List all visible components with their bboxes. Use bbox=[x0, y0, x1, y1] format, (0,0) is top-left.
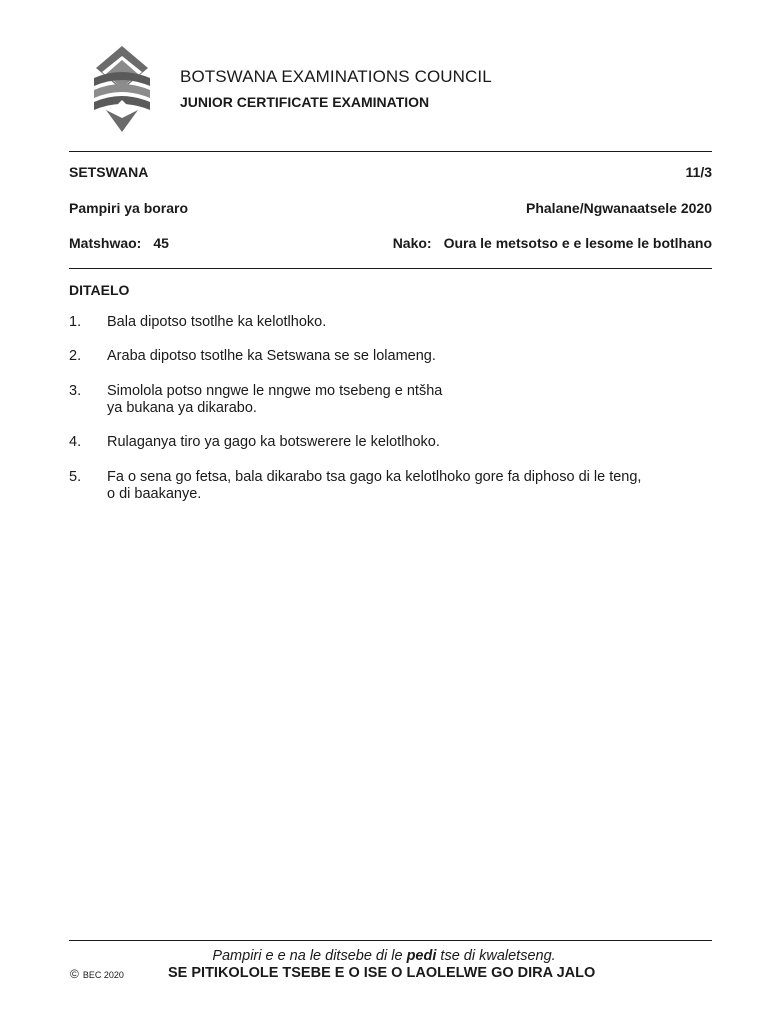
instruction-item bbox=[69, 434, 709, 451]
instruction-item bbox=[69, 469, 709, 503]
instruction-number: 3. bbox=[69, 383, 82, 399]
instruction-number: 5. bbox=[69, 469, 82, 485]
time-value: Oura le metsotso e e lesome le botlhano bbox=[443, 235, 712, 251]
copyright-symbol: © bbox=[70, 967, 79, 981]
paper-row-marks-time bbox=[69, 235, 712, 251]
organization-name: BOTSWANA EXAMINATIONS COUNCIL bbox=[180, 67, 492, 86]
instruction-item bbox=[69, 383, 709, 417]
marks-label: Matshwao: bbox=[69, 235, 142, 251]
instruction-line: Simolola potso nngwe le nngwe mo tsebeng e ntšha bbox=[107, 383, 443, 399]
instructions-title: DITAELO bbox=[69, 282, 130, 298]
subject: SETSWANA bbox=[69, 164, 149, 180]
instruction-item bbox=[69, 348, 709, 365]
marks bbox=[69, 235, 169, 251]
instruction-line: Araba dipotso tsotlhe ka Setswana se se lolameng. bbox=[107, 348, 436, 364]
instruction-line: Rulaganya tiro ya gago ka botswerere le kelotlhoko. bbox=[107, 434, 440, 450]
divider-bottom bbox=[69, 940, 712, 941]
copyright-text: BEC 2020 bbox=[82, 970, 124, 980]
paper-name: Pampiri ya boraro bbox=[69, 200, 189, 216]
paper-row-subject bbox=[69, 164, 712, 180]
time-label: Nako: bbox=[392, 235, 432, 251]
session: Phalane/Ngwanaatsele 2020 bbox=[526, 200, 712, 216]
divider-top bbox=[69, 151, 712, 152]
examination-title: JUNIOR CERTIFICATE EXAMINATION bbox=[180, 94, 430, 110]
note-before: Pampiri e e na le ditsebe di le bbox=[212, 948, 403, 964]
bec-logo-icon bbox=[88, 44, 156, 134]
instruction-number: 4. bbox=[69, 434, 82, 450]
turn-page-warning: SE PITIKOLOLE TSEBE E O ISE O LAOLELWE GO DIRA JALO bbox=[168, 965, 596, 981]
instruction-line: Fa o sena go fetsa, bala dikarabo tsa gago ka kelotlhoko gore fa diphoso di le teng, bbox=[107, 469, 642, 485]
instruction-line: ya bukana ya dikarabo. bbox=[107, 400, 257, 416]
divider-middle bbox=[69, 268, 712, 269]
instruction-number: 1. bbox=[69, 314, 82, 330]
marks-value: 45 bbox=[153, 235, 169, 251]
instruction-line: Bala dipotso tsotlhe ka kelotlhoko. bbox=[107, 314, 327, 330]
instruction-item bbox=[69, 314, 709, 331]
paper-code: 11/3 bbox=[685, 164, 712, 180]
note-after: tse di kwaletseng. bbox=[440, 948, 556, 964]
note-bold: pedi bbox=[406, 948, 437, 964]
time bbox=[393, 235, 712, 251]
copyright bbox=[70, 967, 124, 981]
instruction-line: o di baakanye. bbox=[107, 486, 202, 502]
instruction-number: 2. bbox=[69, 348, 82, 364]
paper-row-session bbox=[69, 200, 712, 216]
page-count-note bbox=[0, 948, 768, 964]
